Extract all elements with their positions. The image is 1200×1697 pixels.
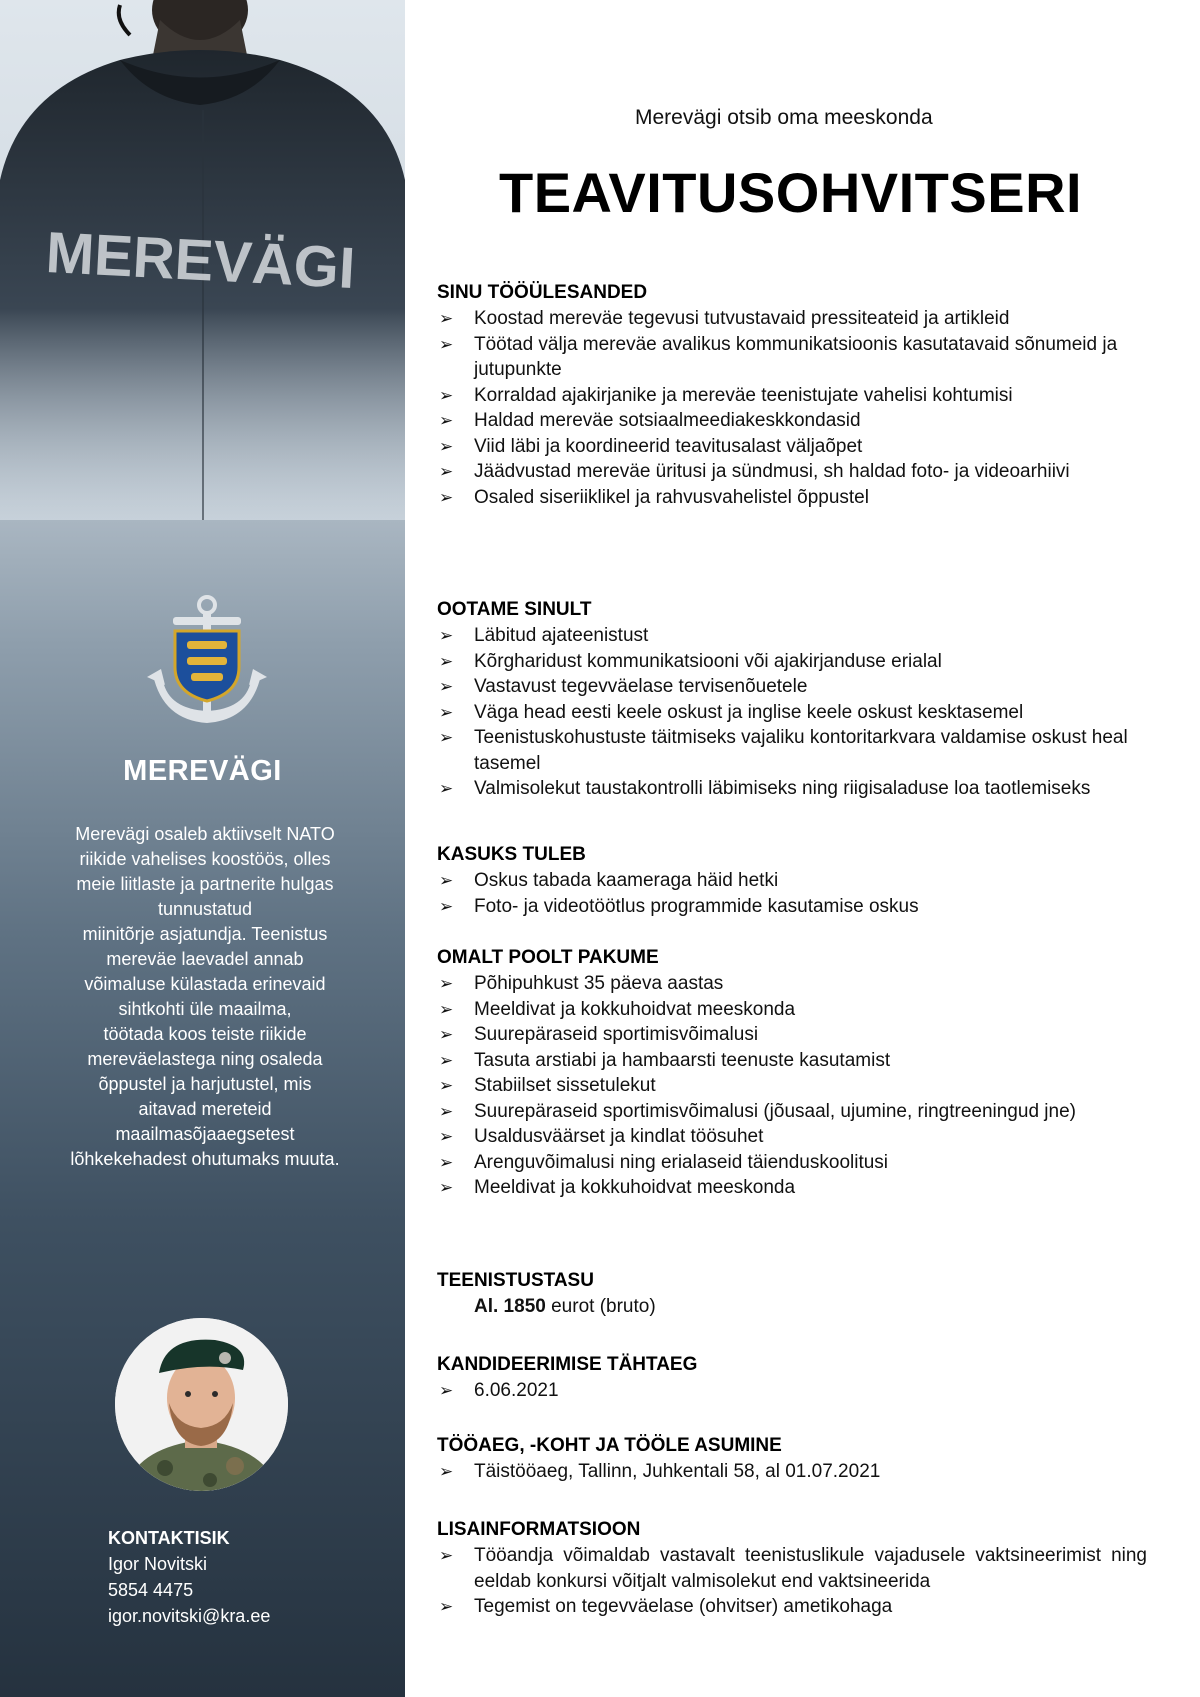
section-tasks: [437, 280, 1147, 510]
section-heading: TÖÖAEG, -KOHT JA TÖÖLE ASUMINE: [437, 1435, 782, 1456]
section-expect: [437, 597, 1147, 802]
list-item: ➢ Oskus tabada kaameraga häid hetki: [437, 868, 1147, 894]
arrow-bullet-icon: ➢: [439, 1462, 454, 1481]
arrow-bullet-icon: ➢: [439, 651, 454, 671]
list-item: ➢ Viid läbi ja koordineerid teavitusalast väljaõpet: [437, 434, 1147, 460]
arrow-bullet-icon: ➢: [439, 309, 454, 328]
page-title: TEAVITUSOHVITSERI: [499, 161, 1083, 224]
arrow-bullet-icon: ➢: [439, 871, 454, 890]
section-worktime: [437, 1433, 1147, 1485]
org-description: Merevägi osaleb aktiivselt NATO riikide vahelises koostöös, olles meie liitlaste ja partnerite hulgas tunnustatud miinitõrje asjatundja. Teenistus mereväe laevadel annab võimaluse külastada erinevaid sihtkohti üle maailma, töötada koos teiste riikide mereväelastega ning osaleda õppustel ja harjutustel, mis aitavad mereteid maailmasõjaaegsetest lõhkekehadest ohutumaks muuta.: [70, 824, 340, 1169]
list-item: ➢ Meeldivat ja kokkuhoidvat meeskonda: [437, 997, 1147, 1023]
arrow-bullet-icon: ➢: [439, 1178, 454, 1197]
list-item: ➢ Stabiilset sissetulekut: [437, 1073, 1147, 1099]
arrow-bullet-icon: ➢: [439, 1152, 454, 1172]
list-item: ➢ Vastavust tegevväelase tervisenõuetele: [437, 674, 1147, 700]
section-heading: SINU TÖÖÜLESANDED: [437, 282, 648, 303]
org-name: MEREVÄGI: [123, 755, 282, 787]
list-item: ➢ Meeldivat ja kokkuhoidvat meeskonda: [437, 1175, 1147, 1201]
section-heading: KASUKS TULEB: [437, 844, 586, 865]
contact-email[interactable]: igor.novitski@kra.ee: [108, 1606, 271, 1626]
arrow-bullet-icon: ➢: [439, 1025, 454, 1044]
section-heading: TEENISTUSTASU: [437, 1270, 594, 1291]
list-item: ➢ Läbitud ajateenistust: [437, 623, 1147, 649]
arrow-bullet-icon: ➢: [439, 1101, 454, 1121]
list-item: ➢ Töötad välja mereväe avalikus kommunikatsioonis kasutatavaid sõnumeid ja jutupunkte: [439, 333, 1118, 380]
list-item: ➢ Valmisolekut taustakontrolli läbimiseks ning riigisaladuse loa taotlemiseks: [437, 776, 1147, 802]
arrow-bullet-icon: ➢: [439, 1381, 454, 1400]
section-offer: [437, 945, 1147, 1201]
list-item: ➢ Usaldusväärset ja kindlat töösuhet: [437, 1124, 1147, 1150]
arrow-bullet-icon: ➢: [439, 999, 454, 1019]
salary-value: Al. 1850 eurot (bruto): [474, 1296, 656, 1317]
arrow-bullet-icon: ➢: [439, 728, 454, 747]
arrow-bullet-icon: ➢: [439, 436, 454, 456]
arrow-bullet-icon: ➢: [439, 462, 454, 481]
arrow-bullet-icon: ➢: [439, 1597, 454, 1616]
list-item: ➢ Foto- ja videotöötlus programmide kasutamise oskus: [437, 894, 1147, 920]
jacket-lettering: MEREVÄGI: [44, 219, 357, 302]
arrow-bullet-icon: ➢: [439, 1546, 454, 1565]
section-heading: OMALT POOLT PAKUME: [437, 947, 659, 968]
contact-phone[interactable]: 5854 4475: [108, 1580, 194, 1600]
section-heading: OOTAME SINULT: [437, 599, 592, 620]
list-item: ➢ Tasuta arstiabi ja hambaarsti teenuste kasutamist: [437, 1048, 1147, 1074]
list-item: ➢ Suurepäraseid sportimisvõimalusi: [437, 1022, 1147, 1048]
section-heading: LISAINFORMATSIOON: [437, 1519, 641, 1540]
arrow-bullet-icon: ➢: [439, 626, 454, 645]
sidebar: [0, 0, 405, 1697]
navy-emblem-icon: [145, 595, 270, 730]
arrow-bullet-icon: ➢: [439, 779, 454, 798]
arrow-bullet-icon: ➢: [439, 702, 454, 722]
list-item: ➢ Jäädvustad mereväe üritusi ja sündmusi, sh haldad foto- ja videoarhiivi: [437, 459, 1147, 485]
list-item: ➢ Korraldad ajakirjanike ja mereväe teenistujate vahelisi kohtumisi: [437, 383, 1147, 409]
list-item: ➢ Suurepäraseid sportimisvõimalusi (jõusaal, ujumine, ringtreeningud jne): [437, 1099, 1147, 1125]
list-item: ➢ Teenistuskohustuste täitmiseks vajaliku kontoritarkvara valdamise oskust heal tasemel: [439, 727, 1128, 774]
arrow-bullet-icon: ➢: [439, 334, 454, 354]
sailor-back-photo: [0, 0, 405, 520]
arrow-bullet-icon: ➢: [439, 1050, 454, 1070]
list-item: ➢ Väga head eesti keele oskust ja inglise keele oskust kesktasemel: [437, 700, 1147, 726]
page-subtitle: Merevägi otsib oma meeskonda: [635, 106, 933, 129]
section-bonus: [437, 842, 1147, 919]
list-item: ➢ Haldad mereväe sotsiaalmeediakeskkondasid: [437, 408, 1147, 434]
section-salary: [437, 1268, 1147, 1320]
contact-block: [108, 1525, 270, 1629]
list-item: ➢ Arenguvõimalusi ning erialaseid täienduskoolitusi: [437, 1150, 1147, 1176]
list-item: ➢ Osaled siseriiklikel ja rahvusvahelistel õppustel: [437, 485, 1147, 511]
list-item: ➢ Tööandja võimaldab vastavalt teenistuslikule vajadusele vaktsineerimist ning eeldab konkursi võitjalt valmisolekut end vaktsineerida: [439, 1545, 1147, 1592]
list-item: ➢ Põhipuhkust 35 päeva aastas: [437, 971, 1147, 997]
list-item: ➢ Täistööaeg, Tallinn, Juhkentali 58, al 01.07.2021: [437, 1459, 1147, 1485]
arrow-bullet-icon: ➢: [439, 385, 454, 405]
section-deadline: [437, 1352, 1147, 1404]
arrow-bullet-icon: ➢: [439, 411, 454, 430]
section-extra: [437, 1517, 1147, 1620]
contact-label: KONTAKTISIK: [108, 1528, 230, 1548]
arrow-bullet-icon: ➢: [439, 974, 454, 993]
arrow-bullet-icon: ➢: [439, 677, 454, 696]
section-heading: KANDIDEERIMISE TÄHTAEG: [437, 1354, 698, 1375]
list-item: ➢ Tegemist on tegevväelase (ohvitser) ametikohaga: [437, 1594, 1147, 1620]
list-item: ➢ 6.06.2021: [437, 1378, 1147, 1404]
list-item: ➢ Koostad mereväe tegevusi tutvustavaid pressiteateid ja artikleid: [437, 306, 1147, 332]
arrow-bullet-icon: ➢: [439, 896, 454, 916]
contact-avatar: [115, 1318, 288, 1491]
arrow-bullet-icon: ➢: [439, 487, 454, 507]
list-item: ➢ Kõrgharidust kommunikatsiooni või ajakirjanduse erialal: [437, 649, 1147, 675]
arrow-bullet-icon: ➢: [439, 1076, 454, 1095]
contact-name: Igor Novitski: [108, 1554, 208, 1574]
arrow-bullet-icon: ➢: [439, 1127, 454, 1146]
